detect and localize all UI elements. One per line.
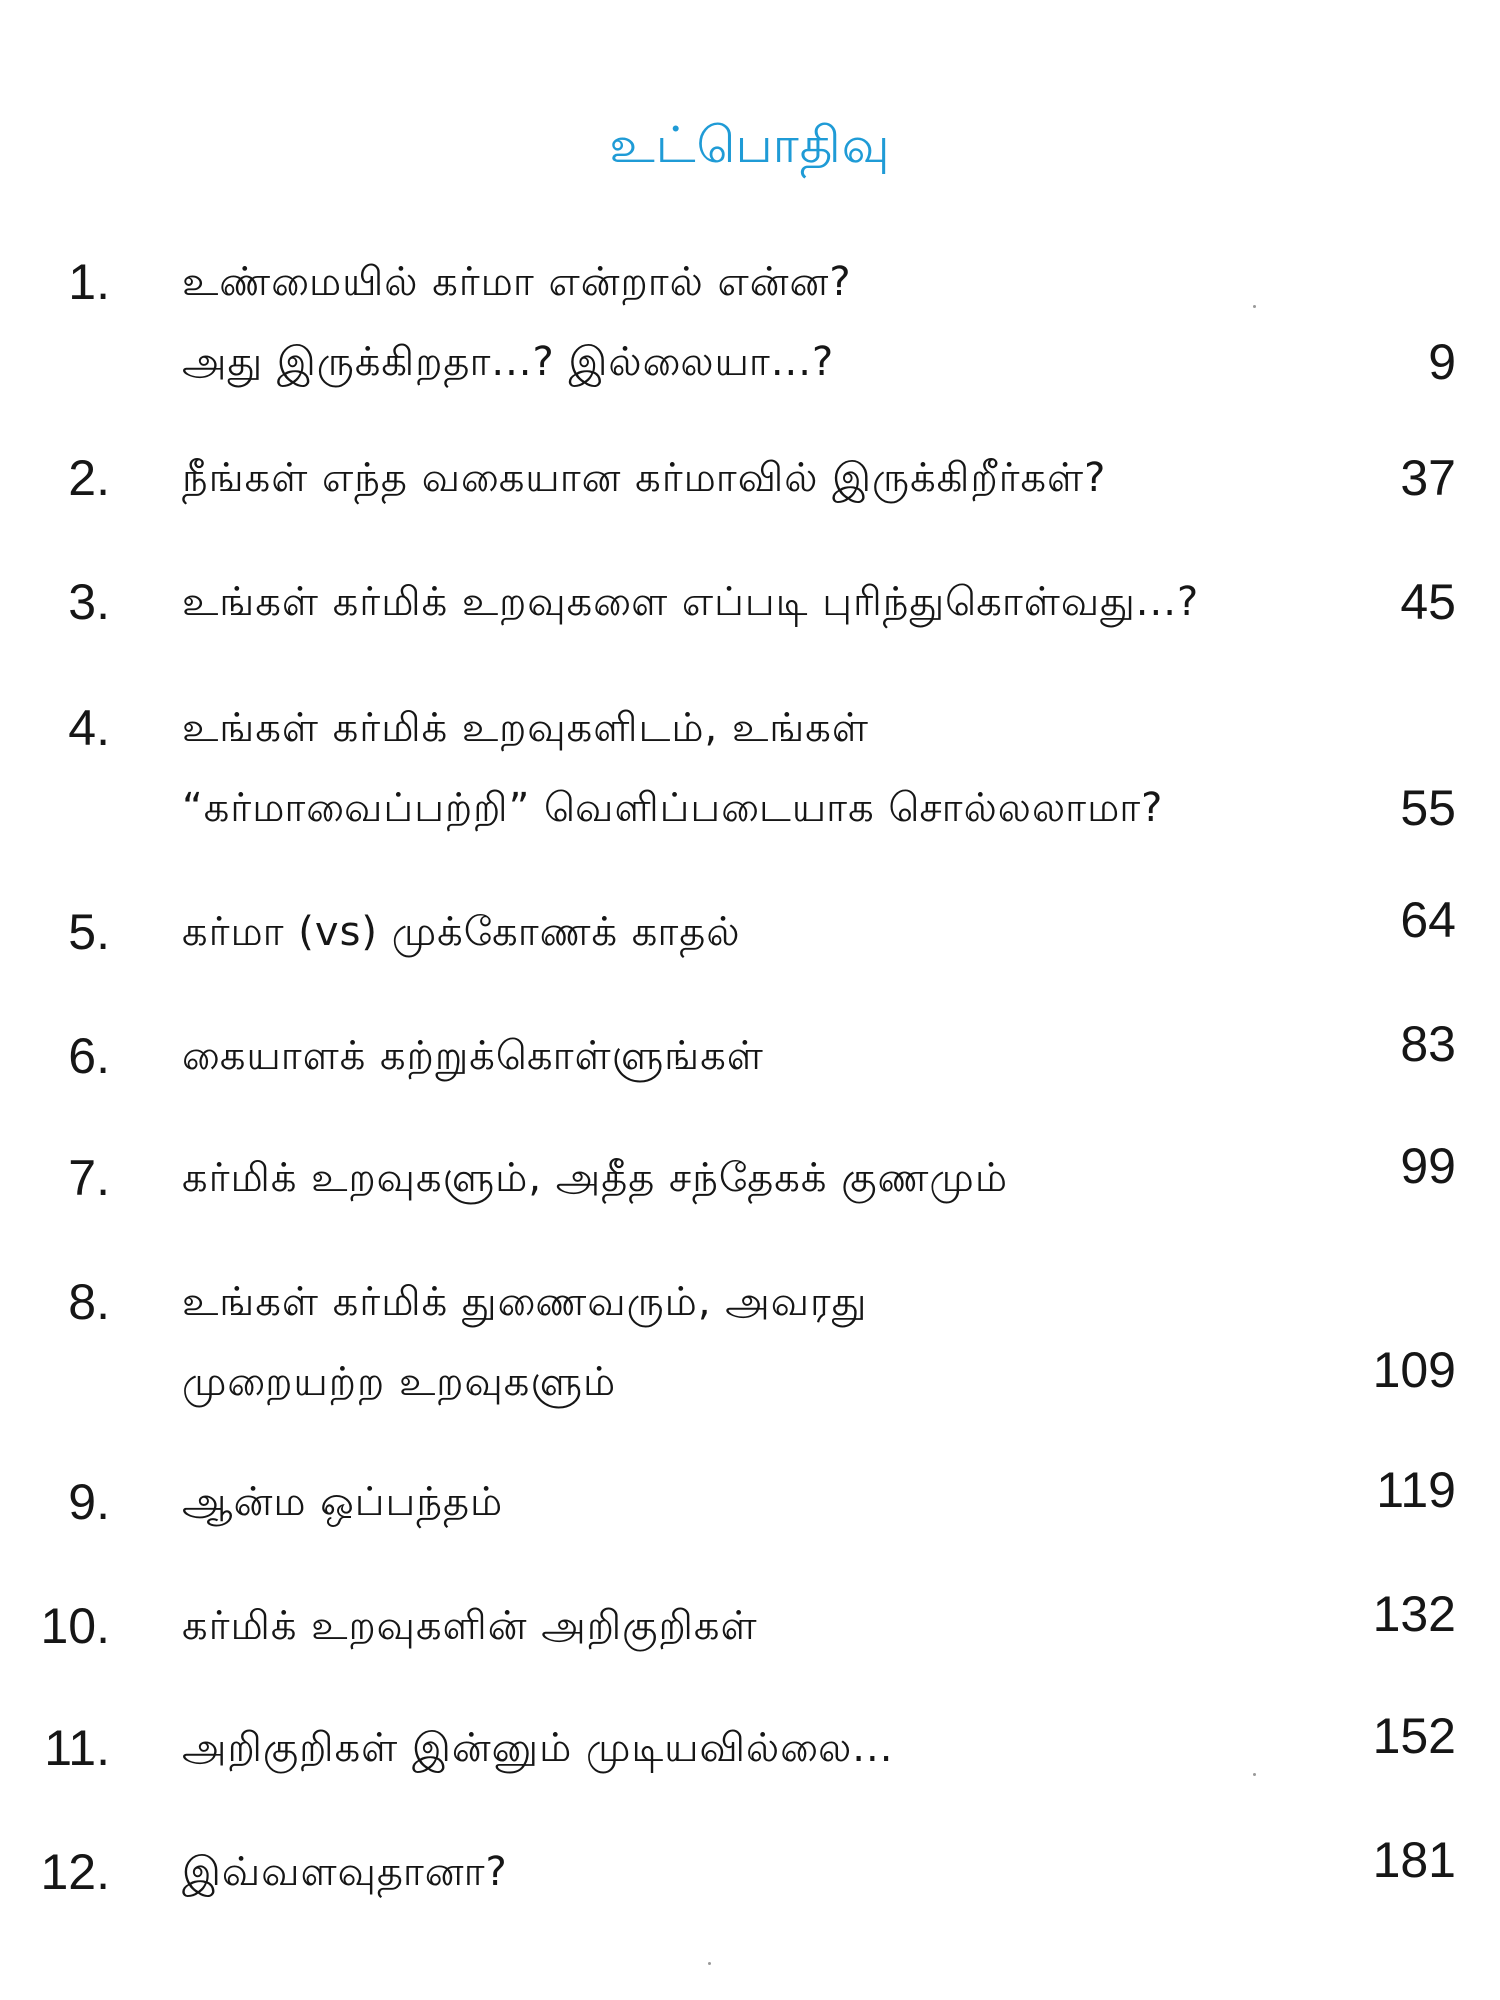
scan-speck xyxy=(1253,1773,1256,1776)
entry-title-line: அது இருக்கிறதா...? இல்லையா...? xyxy=(182,339,835,385)
entry-number: 1. xyxy=(68,254,110,310)
entry-page-number: 109 xyxy=(1372,1342,1456,1398)
scan-speck xyxy=(708,1962,711,1965)
entry-page-number: 45 xyxy=(1400,574,1456,630)
entry-title xyxy=(182,1462,1332,1542)
entry-title-line: கர்மிக் உறவுகளின் அறிகுறிகள் xyxy=(182,1603,758,1649)
entry-number: 7. xyxy=(68,1150,110,1206)
entry-title xyxy=(182,438,1332,518)
toc-title: உட்பொதிவு xyxy=(609,116,891,174)
entry-title-line: உங்கள் கர்மிக் துணைவரும், அவரது xyxy=(182,1279,868,1325)
entry-number: 3. xyxy=(68,574,110,630)
entry-page-number: 181 xyxy=(1372,1832,1456,1888)
entry-title-line: கர்மிக் உறவுகளும், அதீத சந்தேகக் குணமும் xyxy=(182,1155,1009,1201)
entry-number: 11. xyxy=(44,1720,110,1776)
entry-page-number: 99 xyxy=(1400,1138,1456,1194)
entry-title xyxy=(182,1832,1332,1912)
entry-page-number: 119 xyxy=(1376,1462,1456,1518)
entry-page-number: 152 xyxy=(1372,1708,1456,1764)
entry-title-line: முறையற்ற உறவுகளும் xyxy=(182,1359,617,1405)
entry-page-number: 37 xyxy=(1400,450,1456,506)
scan-speck xyxy=(1253,305,1256,308)
entry-title-line: கர்மா (vs) முக்கோணக் காதல் xyxy=(182,909,741,955)
entry-page-number: 64 xyxy=(1400,892,1456,948)
entry-title xyxy=(182,1138,1332,1218)
entry-page-number: 9 xyxy=(1428,334,1456,390)
entry-page-number: 83 xyxy=(1400,1016,1456,1072)
entry-title-line: “கர்மாவைப்பற்றி” வெளிப்படையாக சொல்லலாமா? xyxy=(182,785,1164,831)
entry-title xyxy=(182,688,1332,848)
entry-number: 5. xyxy=(68,904,110,960)
entry-title-line: உங்கள் கர்மிக் உறவுகளை எப்படி புரிந்துகொள்வது...? xyxy=(182,579,1200,625)
entry-page-number: 132 xyxy=(1372,1586,1456,1642)
entry-title-line: அறிகுறிகள் இன்னும் முடியவில்லை... xyxy=(182,1725,894,1771)
entry-page-number: 55 xyxy=(1400,780,1456,836)
entry-number: 12. xyxy=(40,1844,110,1900)
entry-title-line: இவ்வளவுதானா? xyxy=(182,1849,508,1895)
entry-title xyxy=(182,242,1332,402)
entry-title xyxy=(182,1262,1332,1422)
entry-number: 8. xyxy=(68,1274,110,1330)
entry-title xyxy=(182,1708,1332,1788)
entry-title-line: உண்மையில் கர்மா என்றால் என்ன? xyxy=(182,259,852,305)
entry-title-line: நீங்கள் எந்த வகையான கர்மாவில் இருக்கிறீர்கள்? xyxy=(182,455,1107,501)
entry-number: 6. xyxy=(68,1028,110,1084)
entry-title-line: உங்கள் கர்மிக் உறவுகளிடம், உங்கள் xyxy=(182,705,869,751)
entry-title xyxy=(182,1016,1332,1096)
entry-title xyxy=(182,892,1332,972)
entry-number: 10. xyxy=(40,1598,110,1654)
entry-title-line: ஆன்ம ஒப்பந்தம் xyxy=(182,1479,504,1525)
entry-number: 9. xyxy=(68,1474,110,1530)
entry-number: 2. xyxy=(68,450,110,506)
entry-title-line: கையாளக் கற்றுக்கொள்ளுங்கள் xyxy=(182,1033,764,1079)
entry-title xyxy=(182,562,1332,642)
entry-number: 4. xyxy=(68,700,110,756)
entry-title xyxy=(182,1586,1332,1666)
